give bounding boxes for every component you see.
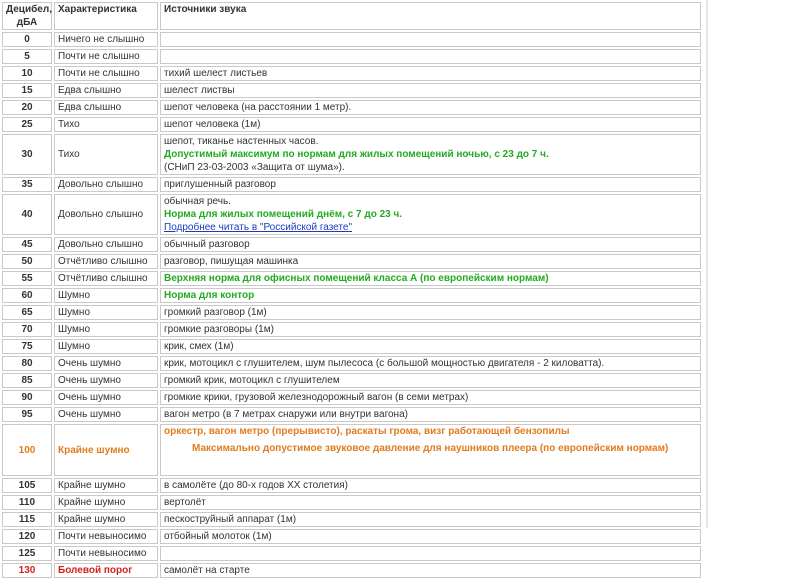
decibel-cell: 65: [2, 305, 52, 320]
header-sources: Источники звука: [160, 2, 701, 30]
source-cell: громкие крики, грузовой железнодорожный вагон (в семи метрах): [160, 390, 701, 405]
characteristic-cell: Очень шумно: [54, 356, 158, 371]
table-row: [2, 254, 701, 269]
table-row: [2, 529, 701, 544]
characteristic-cell: Очень шумно: [54, 373, 158, 388]
characteristic-cell: Ничего не слышно: [54, 32, 158, 47]
decibel-cell: 60: [2, 288, 52, 303]
decibel-cell: 115: [2, 512, 52, 527]
decibel-cell: 70: [2, 322, 52, 337]
header-characteristic: Характеристика: [54, 2, 158, 30]
characteristic-cell: Шумно: [54, 305, 158, 320]
source-cell: пескоструйный аппарат (1м): [160, 512, 701, 527]
characteristic-cell: Шумно: [54, 288, 158, 303]
table-row: [2, 83, 701, 98]
source-cell: [160, 194, 701, 235]
source-cell: вертолёт: [160, 495, 701, 510]
decibel-cell: 130: [2, 563, 52, 578]
decibel-cell: 90: [2, 390, 52, 405]
decibel-cell: 85: [2, 373, 52, 388]
source-text: оркестр, вагон метро (прерывисто), раскаты грома, визг работающей бензопилы: [164, 426, 570, 437]
table-row: [2, 546, 701, 561]
characteristic-cell: Довольно слышно: [54, 237, 158, 252]
table-row: [2, 177, 701, 192]
characteristic-cell: Почти не слышно: [54, 49, 158, 64]
source-cell: отбойный молоток (1м): [160, 529, 701, 544]
table-row: [2, 194, 701, 235]
source-cell: [160, 49, 701, 64]
table-row: [2, 305, 701, 320]
characteristic-cell: Очень шумно: [54, 407, 158, 422]
table-row: [2, 356, 701, 371]
table-row: [2, 339, 701, 354]
decibel-cell: 120: [2, 529, 52, 544]
decibel-cell: 125: [2, 546, 52, 561]
source-cell: громкие разговоры (1м): [160, 322, 701, 337]
source-text: обычная речь.: [164, 196, 231, 207]
table-header-row: [2, 2, 701, 30]
table-row: [2, 407, 701, 422]
table-row: [2, 478, 701, 493]
characteristic-cell: Шумно: [54, 322, 158, 337]
characteristic-cell: Очень шумно: [54, 390, 158, 405]
decibel-cell: 105: [2, 478, 52, 493]
source-cell: самолёт на старте: [160, 563, 701, 578]
table-row: [2, 424, 701, 476]
table-row: [2, 495, 701, 510]
characteristic-cell: Едва слышно: [54, 100, 158, 115]
table-row: [2, 373, 701, 388]
headphones-norm-note: Максимально допустимое звуковое давление для наушников плеера (по европейским нормам): [192, 443, 669, 454]
characteristic-cell: Почти не слышно: [54, 66, 158, 81]
source-text: шепот, тиканье настенных часов.: [164, 136, 319, 147]
source-cell: [160, 546, 701, 561]
source-cell: Верхняя норма для офисных помещений класса А (по европейским нормам): [160, 271, 701, 286]
source-cell: в самолёте (до 80-х годов XX столетия): [160, 478, 701, 493]
source-cell: крик, мотоцикл с глушителем, шум пылесоса (с большой мощностью двигателя - 2 киловатта).: [160, 356, 701, 371]
source-cell: шепот человека (1м): [160, 117, 701, 132]
source-cell: Норма для контор: [160, 288, 701, 303]
decibel-cell: 35: [2, 177, 52, 192]
table-row: [2, 134, 701, 175]
header-decibel: Децибел, дБА: [2, 2, 52, 30]
table-row: [2, 49, 701, 64]
characteristic-cell: Довольно слышно: [54, 194, 158, 235]
decibel-cell: 110: [2, 495, 52, 510]
characteristic-cell: Крайне шумно: [54, 478, 158, 493]
source-cell: шепот человека (на расстоянии 1 метр).: [160, 100, 701, 115]
table-row: [2, 288, 701, 303]
decibel-cell: 10: [2, 66, 52, 81]
table-row: [2, 100, 701, 115]
characteristic-cell: Тихо: [54, 117, 158, 132]
table-row: [2, 32, 701, 47]
source-cell: крик, смех (1м): [160, 339, 701, 354]
source-cell: тихий шелест листьев: [160, 66, 701, 81]
rossiyskaya-gazeta-link[interactable]: Подробнее читать в "Российской газете": [164, 222, 352, 233]
table-row: [2, 563, 701, 578]
source-cell: громкий крик, мотоцикл с глушителем: [160, 373, 701, 388]
source-cell: [160, 424, 701, 476]
characteristic-cell: Отчётливо слышно: [54, 271, 158, 286]
decibel-cell: 45: [2, 237, 52, 252]
decibel-cell: 80: [2, 356, 52, 371]
decibel-cell: 20: [2, 100, 52, 115]
source-cell: обычный разговор: [160, 237, 701, 252]
table-row: [2, 117, 701, 132]
characteristic-cell: Крайне шумно: [54, 495, 158, 510]
snip-reference: (СНиП 23-03-2003 «Защита от шума»).: [164, 162, 345, 173]
decibel-cell: 5: [2, 49, 52, 64]
source-cell: приглушенный разговор: [160, 177, 701, 192]
characteristic-cell: Крайне шумно: [54, 424, 158, 476]
table-row: [2, 66, 701, 81]
table-row: [2, 271, 701, 286]
table-row: [2, 390, 701, 405]
source-cell: разговор, пишущая машинка: [160, 254, 701, 269]
characteristic-cell: Отчётливо слышно: [54, 254, 158, 269]
page-divider: [706, 0, 708, 528]
characteristic-cell: Почти невыносимо: [54, 529, 158, 544]
source-cell: шелест листвы: [160, 83, 701, 98]
characteristic-cell: Крайне шумно: [54, 512, 158, 527]
characteristic-cell: Тихо: [54, 134, 158, 175]
table-row: [2, 512, 701, 527]
decibel-cell: 55: [2, 271, 52, 286]
decibel-cell: 100: [2, 424, 52, 476]
decibel-cell: 50: [2, 254, 52, 269]
decibel-cell: 30: [2, 134, 52, 175]
source-cell: [160, 134, 701, 175]
characteristic-cell: Едва слышно: [54, 83, 158, 98]
decibel-cell: 95: [2, 407, 52, 422]
characteristic-cell: Болевой порог: [54, 563, 158, 578]
night-norm-note: Допустимый максимум по нормам для жилых помещений ночью, с 23 до 7 ч.: [164, 149, 549, 160]
table-row: [2, 322, 701, 337]
decibel-cell: 15: [2, 83, 52, 98]
table-row: [2, 237, 701, 252]
source-cell: [160, 32, 701, 47]
characteristic-cell: Довольно слышно: [54, 177, 158, 192]
source-cell: громкий разговор (1м): [160, 305, 701, 320]
characteristic-cell: Шумно: [54, 339, 158, 354]
decibel-cell: 0: [2, 32, 52, 47]
decibel-cell: 75: [2, 339, 52, 354]
decibel-cell: 40: [2, 194, 52, 235]
day-norm-note: Норма для жилых помещений днём, с 7 до 23 ч.: [164, 209, 403, 220]
characteristic-cell: Почти невыносимо: [54, 546, 158, 561]
source-cell: вагон метро (в 7 метрах снаружи или внутри вагона): [160, 407, 701, 422]
decibel-cell: 25: [2, 117, 52, 132]
